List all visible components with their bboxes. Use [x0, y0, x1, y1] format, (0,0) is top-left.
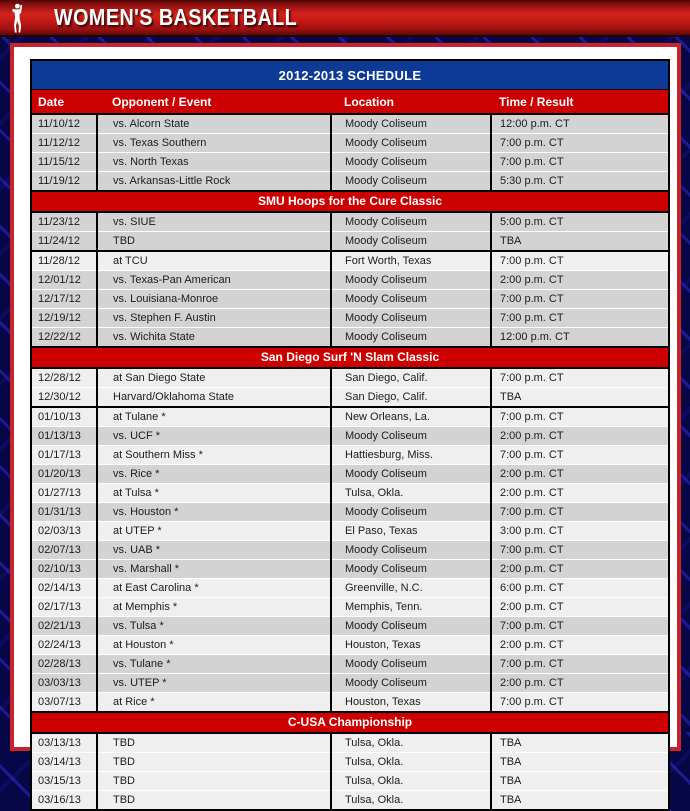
location-cell: Moody Coliseum	[331, 503, 491, 522]
date-cell: 02/10/13	[31, 560, 97, 579]
time-cell: 6:00 p.m. CT	[491, 579, 669, 598]
location-cell: Moody Coliseum	[331, 427, 491, 446]
game-row	[31, 251, 669, 271]
game-row	[31, 407, 669, 427]
section-header-row	[31, 712, 669, 733]
time-cell: 7:00 p.m. CT	[491, 309, 669, 328]
date-cell: 03/14/13	[31, 753, 97, 772]
time-cell: 2:00 p.m. CT	[491, 484, 669, 503]
opponent-cell: vs. Tulsa *	[97, 617, 331, 636]
game-row	[31, 271, 669, 290]
game-row	[31, 674, 669, 693]
opponent-cell: vs. UTEP *	[97, 674, 331, 693]
game-row	[31, 309, 669, 328]
location-cell: Moody Coliseum	[331, 328, 491, 348]
date-cell: 12/22/12	[31, 328, 97, 348]
time-cell: 3:00 p.m. CT	[491, 522, 669, 541]
game-row	[31, 290, 669, 309]
date-cell: 12/30/12	[31, 388, 97, 408]
game-row	[31, 368, 669, 388]
opponent-cell: vs. Louisiana-Monroe	[97, 290, 331, 309]
date-cell: 11/28/12	[31, 251, 97, 271]
time-cell: TBA	[491, 733, 669, 753]
column-header-row	[31, 90, 669, 115]
location-cell: Tulsa, Okla.	[331, 772, 491, 791]
location-cell: Moody Coliseum	[331, 212, 491, 232]
location-cell: Houston, Texas	[331, 693, 491, 713]
time-cell: 2:00 p.m. CT	[491, 427, 669, 446]
game-row	[31, 388, 669, 408]
game-row	[31, 172, 669, 192]
game-row	[31, 560, 669, 579]
opponent-cell: vs. Arkansas-Little Rock	[97, 172, 331, 192]
game-row	[31, 232, 669, 252]
date-cell: 01/17/13	[31, 446, 97, 465]
time-cell: 2:00 p.m. CT	[491, 560, 669, 579]
date-cell: 01/27/13	[31, 484, 97, 503]
game-row	[31, 153, 669, 172]
location-cell: Moody Coliseum	[331, 290, 491, 309]
date-cell: 01/13/13	[31, 427, 97, 446]
time-cell: 12:00 p.m. CT	[491, 114, 669, 134]
game-row	[31, 655, 669, 674]
time-cell: 7:00 p.m. CT	[491, 446, 669, 465]
game-row	[31, 579, 669, 598]
opponent-cell: vs. Wichita State	[97, 328, 331, 348]
date-cell: 03/15/13	[31, 772, 97, 791]
time-cell: 2:00 p.m. CT	[491, 465, 669, 484]
date-cell: 11/19/12	[31, 172, 97, 192]
opponent-cell: vs. Stephen F. Austin	[97, 309, 331, 328]
game-row	[31, 693, 669, 713]
opponent-cell: TBD	[97, 791, 331, 811]
section-header-row	[31, 347, 669, 368]
schedule-table	[30, 59, 670, 811]
time-cell: 7:00 p.m. CT	[491, 368, 669, 388]
game-row	[31, 522, 669, 541]
section-header-label: SMU Hoops for the Cure Classic	[31, 191, 669, 212]
time-cell: TBA	[491, 753, 669, 772]
game-row	[31, 617, 669, 636]
date-cell: 01/20/13	[31, 465, 97, 484]
column-header-opponent: Opponent / Event	[97, 90, 331, 115]
time-cell: 7:00 p.m. CT	[491, 655, 669, 674]
opponent-cell: at TCU	[97, 251, 331, 271]
date-cell: 03/07/13	[31, 693, 97, 713]
basketball-player-icon	[9, 3, 25, 34]
opponent-cell: TBD	[97, 733, 331, 753]
game-row	[31, 636, 669, 655]
location-cell: Tulsa, Okla.	[331, 753, 491, 772]
game-row	[31, 114, 669, 134]
game-row	[31, 598, 669, 617]
location-cell: Tulsa, Okla.	[331, 484, 491, 503]
time-cell: 2:00 p.m. CT	[491, 636, 669, 655]
location-cell: Moody Coliseum	[331, 465, 491, 484]
game-row	[31, 541, 669, 560]
date-cell: 02/24/13	[31, 636, 97, 655]
content-panel	[10, 43, 681, 806]
date-cell: 02/14/13	[31, 579, 97, 598]
game-row	[31, 791, 669, 811]
time-cell: 7:00 p.m. CT	[491, 503, 669, 522]
location-cell: Greenville, N.C.	[331, 579, 491, 598]
location-cell: Memphis, Tenn.	[331, 598, 491, 617]
date-cell: 11/15/12	[31, 153, 97, 172]
time-cell: 7:00 p.m. CT	[491, 153, 669, 172]
time-cell: 12:00 p.m. CT	[491, 328, 669, 348]
section-header-row	[31, 191, 669, 212]
date-cell: 11/12/12	[31, 134, 97, 153]
section-header-label: San Diego Surf 'N Slam Classic	[31, 347, 669, 368]
time-cell: 7:00 p.m. CT	[491, 541, 669, 560]
game-row	[31, 484, 669, 503]
date-cell: 12/01/12	[31, 271, 97, 290]
location-cell: Moody Coliseum	[331, 134, 491, 153]
game-row	[31, 134, 669, 153]
location-cell: Houston, Texas	[331, 636, 491, 655]
column-header-location: Location	[331, 90, 491, 115]
opponent-cell: vs. Alcorn State	[97, 114, 331, 134]
date-cell: 12/28/12	[31, 368, 97, 388]
date-cell: 02/07/13	[31, 541, 97, 560]
location-cell: El Paso, Texas	[331, 522, 491, 541]
location-cell: San Diego, Calif.	[331, 388, 491, 408]
date-cell: 03/03/13	[31, 674, 97, 693]
page-header	[0, 0, 690, 37]
game-row	[31, 733, 669, 753]
date-cell: 03/16/13	[31, 791, 97, 811]
opponent-cell: at Houston *	[97, 636, 331, 655]
opponent-cell: vs. Tulane *	[97, 655, 331, 674]
time-cell: TBA	[491, 388, 669, 408]
location-cell: Moody Coliseum	[331, 232, 491, 252]
time-cell: 2:00 p.m. CT	[491, 598, 669, 617]
location-cell: Hattiesburg, Miss.	[331, 446, 491, 465]
opponent-cell: vs. UAB *	[97, 541, 331, 560]
time-cell: 7:00 p.m. CT	[491, 251, 669, 271]
opponent-cell: vs. Marshall *	[97, 560, 331, 579]
time-cell: 7:00 p.m. CT	[491, 407, 669, 427]
location-cell: New Orleans, La.	[331, 407, 491, 427]
game-row	[31, 328, 669, 348]
date-cell: 12/19/12	[31, 309, 97, 328]
opponent-cell: at Memphis *	[97, 598, 331, 617]
date-cell: 01/10/13	[31, 407, 97, 427]
game-row	[31, 503, 669, 522]
location-cell: Moody Coliseum	[331, 172, 491, 192]
location-cell: Tulsa, Okla.	[331, 791, 491, 811]
opponent-cell: vs. Rice *	[97, 465, 331, 484]
opponent-cell: at Tulane *	[97, 407, 331, 427]
schedule-title: 2012-2013 SCHEDULE	[31, 60, 669, 90]
time-cell: 7:00 p.m. CT	[491, 134, 669, 153]
location-cell: Moody Coliseum	[331, 674, 491, 693]
location-cell: San Diego, Calif.	[331, 368, 491, 388]
opponent-cell: at UTEP *	[97, 522, 331, 541]
game-row	[31, 772, 669, 791]
game-row	[31, 465, 669, 484]
opponent-cell: Harvard/Oklahoma State	[97, 388, 331, 408]
time-cell: 7:00 p.m. CT	[491, 693, 669, 713]
location-cell: Moody Coliseum	[331, 153, 491, 172]
location-cell: Moody Coliseum	[331, 560, 491, 579]
date-cell: 02/21/13	[31, 617, 97, 636]
date-cell: 03/13/13	[31, 733, 97, 753]
section-header-label: C-USA Championship	[31, 712, 669, 733]
opponent-cell: vs. Texas Southern	[97, 134, 331, 153]
time-cell: 7:00 p.m. CT	[491, 290, 669, 309]
date-cell: 12/17/12	[31, 290, 97, 309]
location-cell: Tulsa, Okla.	[331, 733, 491, 753]
column-header-time: Time / Result	[491, 90, 669, 115]
time-cell: 2:00 p.m. CT	[491, 271, 669, 290]
page-title: WOMEN'S BASKETBALL	[54, 4, 298, 30]
game-row	[31, 427, 669, 446]
opponent-cell: at Tulsa *	[97, 484, 331, 503]
time-cell: 2:00 p.m. CT	[491, 674, 669, 693]
opponent-cell: vs. North Texas	[97, 153, 331, 172]
date-cell: 11/24/12	[31, 232, 97, 252]
opponent-cell: vs. SIUE	[97, 212, 331, 232]
opponent-cell: TBD	[97, 753, 331, 772]
location-cell: Fort Worth, Texas	[331, 251, 491, 271]
location-cell: Moody Coliseum	[331, 114, 491, 134]
game-row	[31, 212, 669, 232]
date-cell: 02/03/13	[31, 522, 97, 541]
date-cell: 02/28/13	[31, 655, 97, 674]
opponent-cell: TBD	[97, 772, 331, 791]
date-cell: 11/23/12	[31, 212, 97, 232]
date-cell: 02/17/13	[31, 598, 97, 617]
location-cell: Moody Coliseum	[331, 271, 491, 290]
opponent-cell: vs. Houston *	[97, 503, 331, 522]
game-row	[31, 446, 669, 465]
game-row	[31, 753, 669, 772]
time-cell: TBA	[491, 791, 669, 811]
location-cell: Moody Coliseum	[331, 655, 491, 674]
opponent-cell: TBD	[97, 232, 331, 252]
opponent-cell: at Southern Miss *	[97, 446, 331, 465]
date-cell: 01/31/13	[31, 503, 97, 522]
opponent-cell: vs. Texas-Pan American	[97, 271, 331, 290]
column-header-date: Date	[31, 90, 97, 115]
time-cell: 5:00 p.m. CT	[491, 212, 669, 232]
time-cell: 5:30 p.m. CT	[491, 172, 669, 192]
time-cell: TBA	[491, 772, 669, 791]
schedule-title-row	[31, 60, 669, 90]
date-cell: 11/10/12	[31, 114, 97, 134]
opponent-cell: at Rice *	[97, 693, 331, 713]
opponent-cell: at San Diego State	[97, 368, 331, 388]
location-cell: Moody Coliseum	[331, 617, 491, 636]
location-cell: Moody Coliseum	[331, 541, 491, 560]
time-cell: TBA	[491, 232, 669, 252]
opponent-cell: vs. UCF *	[97, 427, 331, 446]
location-cell: Moody Coliseum	[331, 309, 491, 328]
time-cell: 7:00 p.m. CT	[491, 617, 669, 636]
opponent-cell: at East Carolina *	[97, 579, 331, 598]
